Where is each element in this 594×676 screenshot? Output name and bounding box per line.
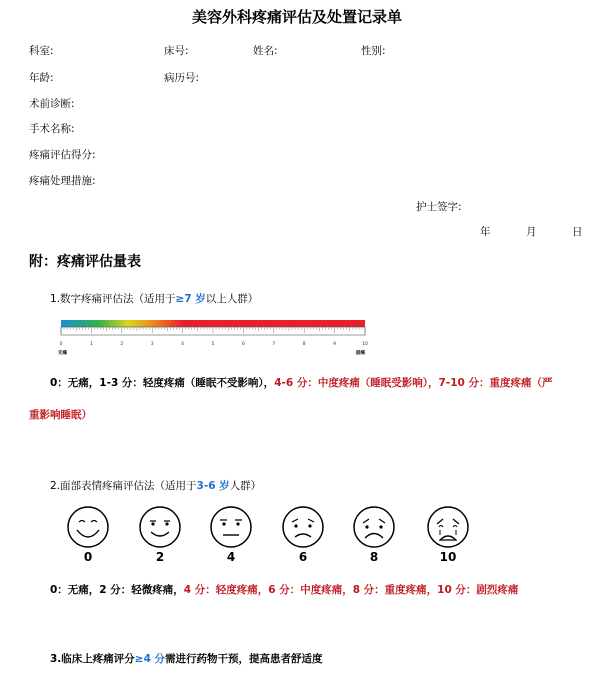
face-8-label: 8: [369, 550, 379, 564]
appendix-heading: 附：疼痛评估量表: [29, 254, 141, 270]
face-4-label: 4: [226, 550, 236, 564]
numeric-pain-scale: [58, 318, 370, 360]
scale-number: 9: [333, 342, 337, 347]
scale-number: 0: [59, 342, 63, 347]
field-nurse-signature: 护士签字:: [416, 201, 462, 213]
field-pain-score: 疼痛评估得分:: [29, 149, 96, 161]
scale-number: 10: [362, 342, 368, 347]
scale-number: 1: [89, 342, 93, 347]
section1-desc-a: 0：无痛，1-3 分：轻度疼痛（睡眠不受影响），: [50, 377, 275, 389]
scale-number: 3: [150, 342, 154, 347]
section3-highlight: ≥4 分: [134, 653, 166, 665]
field-surgery-name: 手术名称:: [29, 123, 75, 135]
section1-heading: [50, 291, 258, 306]
face-8-icon: [354, 507, 394, 547]
face-4-icon: [211, 507, 251, 547]
field-pre-diagnosis: 术前诊断:: [29, 98, 75, 110]
scale-right-label: 剧痛: [356, 351, 365, 356]
date-year: 年: [480, 226, 491, 238]
scale-color-bar: [61, 320, 365, 327]
section2-desc-a: 0：无痛，2 分：轻微疼痛，: [50, 584, 184, 596]
section3-pre: 3.临床上疼痛评分: [50, 653, 135, 665]
section1-description-line1: [50, 375, 553, 390]
scale-number: 7: [272, 342, 276, 347]
field-pain-measures: 疼痛处理措施:: [29, 175, 96, 187]
section1-description-line2: 重影响睡眠）: [29, 409, 92, 421]
field-name: 姓名:: [253, 45, 278, 57]
scale-number: 2: [120, 342, 124, 347]
section1-age-highlight: ≥7 岁: [175, 293, 206, 305]
date-day: 日: [572, 226, 583, 238]
section2-pre: 2.面部表情疼痛评估法（适用于: [50, 480, 197, 492]
scale-left-label: 无痛: [58, 351, 67, 356]
face-0-label: 0: [83, 550, 93, 564]
face-pain-scale: [58, 505, 498, 575]
date-month: 月: [526, 226, 537, 238]
section2-description: [50, 582, 518, 597]
scale-number: 6: [241, 342, 245, 347]
field-bed: 床号:: [164, 45, 189, 57]
scale-number: 4: [181, 342, 185, 347]
section3-post: 需进行药物干预，提高患者舒适度: [165, 653, 323, 665]
field-gender: 性别:: [361, 45, 386, 57]
section2-age-highlight: 3-6 岁: [196, 480, 230, 492]
face-10-icon: [428, 507, 468, 547]
section2-post: 人群）: [229, 480, 262, 492]
field-record-no: 病历号:: [164, 72, 200, 84]
field-age: 年龄:: [29, 72, 54, 84]
scale-number: 5: [211, 342, 215, 347]
page-title: 美容外科疼痛评估及处置记录单: [191, 8, 402, 26]
field-dept: 科室:: [29, 45, 54, 57]
face-6-icon: [283, 507, 323, 547]
face-2-label: 2: [155, 550, 165, 564]
section1-desc-b: 4-6 分：中度疼痛（睡眠受影响），7-10 分：重度疼痛（严: [274, 377, 553, 389]
section1-pre: 1.数字疼痛评估法（适用于: [50, 293, 176, 305]
scale-numbers: [60, 341, 368, 347]
face-6-label: 6: [298, 550, 308, 564]
scale-number: 8: [302, 342, 306, 347]
face-2-icon: [140, 507, 180, 547]
face-10-label: 10: [439, 550, 457, 564]
section2-desc-b: 4 分：轻度疼痛，6 分：中度疼痛，8 分：重度疼痛，10 分：剧烈疼痛: [183, 584, 519, 596]
section1-post: 以上人群）: [205, 293, 259, 305]
face-0-icon: [68, 507, 108, 547]
section3-heading: [50, 651, 323, 666]
section2-heading: [50, 478, 261, 493]
